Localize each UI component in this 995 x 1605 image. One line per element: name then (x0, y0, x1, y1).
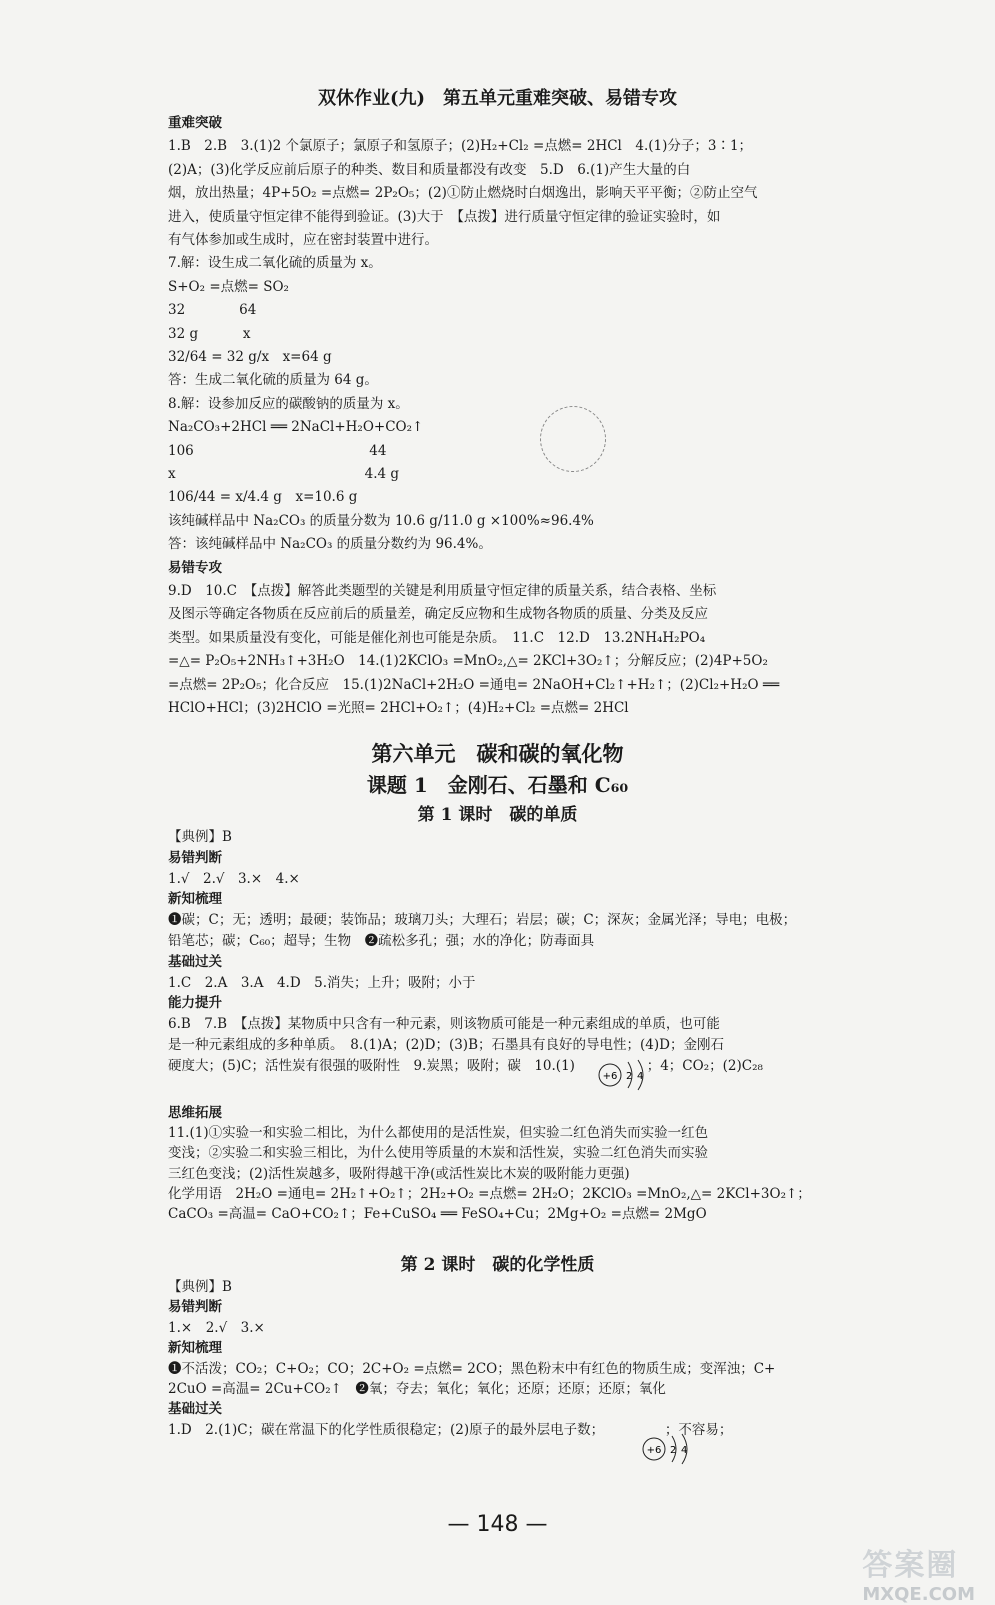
answer-line: 答：该纯碱样品中 Na₂CO₃ 的质量分数约为 96.4%。 (168, 536, 492, 553)
answer-line: =△= P₂O₅+2NH₃↑+3H₂O 14.(1)2KClO₃ =MnO₂,△= 2KCl+3O₂↑；分解反应；(2)4P+5O₂ (168, 653, 768, 670)
answer-line: (2)A；(3)化学反应前后原子的种类、数目和质量都没有改变 5.D 6.(1)产生大量的白 (168, 161, 691, 178)
atom-diagram-1 (596, 1058, 676, 1092)
section-heading: 易错判断 (168, 849, 222, 866)
atom-diagram-2 (640, 1432, 720, 1466)
lesson-title: 课题 1 金刚石、石墨和 C₆₀ (366, 773, 629, 797)
section-heading: 基础过关 (168, 1401, 222, 1418)
shell1-count: 2 (626, 1071, 633, 1082)
watermark-text: 答案圈 (862, 1548, 959, 1583)
section-heading: 易错专攻 (168, 559, 222, 576)
answer-line: 类型。如果质量没有变化，可能是催化剂也可能是杂质。 11.C 12.D 13.2NH₄H₂PO₄ (168, 629, 706, 646)
answer-line: 铅笔芯；碳；C₆₀；超导；生物 ❷疏松多孔；强；水的净化；防毒面具 (168, 933, 595, 949)
stamp-mark (533, 399, 614, 480)
answer-line: 2CuO =高温= 2Cu+CO₂↑ ❷氧；夺去；氧化；氧化；还原；还原；还原；氧化 (168, 1381, 666, 1397)
answer-line: 9.D 10.C 【点拨】解答此类题型的关键是利用质量守恒定律的质量关系，结合表格、坐标 (168, 583, 717, 599)
answer-line: 【典例】B (168, 1279, 232, 1295)
section-heading: 易错判断 (168, 1299, 222, 1316)
answer-line: 该纯碱样品中 Na₂CO₃ 的质量分数为 10.6 g/11.0 g ×100%≈96.4% (168, 512, 594, 529)
page-title: 双休作业(九) 第五单元重难突破、易错专攻 (317, 88, 678, 109)
answer-line: 1.√ 2.√ 3.× 4.× (168, 870, 300, 887)
answer-line: 106/44 = x/4.4 g x=10.6 g (168, 489, 358, 506)
answer-line: 及图示等确定各物质在反应前后的质量差，确定反应物和生成物各物质的质量、分类及反应 (168, 606, 708, 623)
section-heading: 新知梳理 (168, 891, 222, 908)
section-heading: 新知梳理 (168, 1340, 222, 1357)
answer-line: 1.D 2.(1)C；碳在常温下的化学性质很稳定；(2)原子的最外层电子数； ；不容易； (168, 1421, 733, 1438)
answer-line: 106 44 (168, 442, 387, 459)
answer-line: =点燃= 2P₂O₅；化合反应 15.(1)2NaCl+2H₂O =通电= 2NaOH+Cl₂↑+H₂↑；(2)Cl₂+H₂O ══ (168, 676, 780, 693)
watermark-logo (862, 1540, 975, 1605)
answer-line: 8.解：设参加反应的碳酸钠的质量为 x。 (168, 395, 409, 412)
answer-line: x 4.4 g (168, 466, 400, 482)
answer-line: 进入，使质量守恒定律不能得到验证。(3)大于 【点拨】进行质量守恒定律的验证实验时，如 (168, 208, 721, 225)
section-heading: 能力提升 (168, 995, 222, 1012)
nucleus-charge: +6 (602, 1071, 618, 1082)
answer-line: CaCO₃ =高温= CaO+CO₂↑；Fe+CuSO₄ ══ FeSO₄+Cu；2Mg+O₂ =点燃= 2MgO (168, 1206, 707, 1222)
answer-line: 变浅；②实验二和实验三相比，为什么使用等质量的木炭和活性炭，实验二红色消失而实验 (168, 1145, 708, 1162)
answer-line: 是一种元素组成的多种单质。 8.(1)A；(2)D；(3)B；石墨具有良好的导电性；(4)D；金刚石 (168, 1037, 724, 1053)
answer-line: 7.解：设生成二氧化硫的质量为 x。 (168, 255, 382, 272)
answer-line: Na₂CO₃+2HCl ══ 2NaCl+H₂O+CO₂↑ (168, 419, 424, 436)
answer-line: 有气体参加或生成时，应在密封装置中进行。 (168, 232, 438, 248)
answer-line: 32 64 (168, 302, 257, 319)
unit-title: 第六单元 碳和碳的氧化物 (371, 741, 624, 766)
page-number: — 148 — (447, 1512, 548, 1537)
answer-line: ❶碳；C；无；透明；最硬；装饰品；玻璃刀头；大理石；岩层；碳；C；深灰；金属光泽；导电；电极； (168, 912, 797, 929)
answer-line: 32 g x (168, 325, 251, 342)
shell1-count: 2 (670, 1445, 677, 1456)
answer-line: 1.× 2.√ 3.× (168, 1319, 265, 1336)
shell2-count: 4 (637, 1071, 644, 1082)
section-heading: 基础过关 (168, 953, 222, 970)
answer-line: 化学用语 2H₂O =通电= 2H₂↑+O₂↑；2H₂+O₂ =点燃= 2H₂O；2KClO₃ =MnO₂,△= 2KCl+3O₂↑； (168, 1185, 811, 1202)
watermark-url: MXQE.COM (862, 1584, 975, 1605)
section-heading: 思维拓展 (168, 1105, 222, 1121)
answer-line: 【典例】B (168, 829, 232, 845)
nucleus-charge: +6 (646, 1445, 662, 1456)
answer-line: 32/64 = 32 g/x x=64 g (168, 349, 332, 365)
answer-line: 答：生成二氧化硫的质量为 64 g。 (168, 372, 378, 389)
answer-line: 硬度大；(5)C；活性炭有很强的吸附性 9.炭黑；吸附；碳 10.(1) ；4；CO₂；(2)C₂₈ (168, 1057, 763, 1074)
answer-line: S+O₂ =点燃= SO₂ (168, 278, 289, 295)
shell2-count: 4 (681, 1445, 688, 1456)
period-title-2: 第 2 课时 碳的化学性质 (400, 1255, 595, 1275)
answer-line: 烟，放出热量；4P+5O₂ =点燃= 2P₂O₅；(2)①防止燃烧时白烟逸出，影响天平平衡；②防止空气 (168, 185, 758, 202)
answer-line: 1.B 2.B 3.(1)2 个氯原子；氯原子和氢原子；(2)H₂+Cl₂ =点燃= 2HCl 4.(1)分子；3∶1； (168, 138, 753, 155)
period-title-1: 第 1 课时 碳的单质 (417, 805, 578, 825)
answer-line: 6.B 7.B 【点拨】某物质中只含有一种元素，则该物质可能是一种元素组成的单质，也可能 (168, 1016, 720, 1033)
answer-line: 11.(1)①实验一和实验二相比，为什么都使用的是活性炭，但实验二红色消失而实验一红色 (168, 1125, 709, 1142)
answer-line: 1.C 2.A 3.A 4.D 5.消失；上升；吸附；小于 (168, 974, 476, 991)
answer-line: ❶不活泼；CO₂；C+O₂；CO；2C+O₂ =点燃= 2CO；黑色粉末中有红色的物质生成；变浑浊；C+ (168, 1360, 776, 1377)
answer-line: 三红色变浅；(2)活性炭越多，吸附得越干净(或活性炭比木炭的吸附能力更强) (168, 1165, 630, 1182)
answer-line: HClO+HCl；(3)2HClO =光照= 2HCl+O₂↑；(4)H₂+Cl₂ =点燃= 2HCl (168, 700, 629, 716)
section-heading: 重难突破 (168, 115, 222, 131)
